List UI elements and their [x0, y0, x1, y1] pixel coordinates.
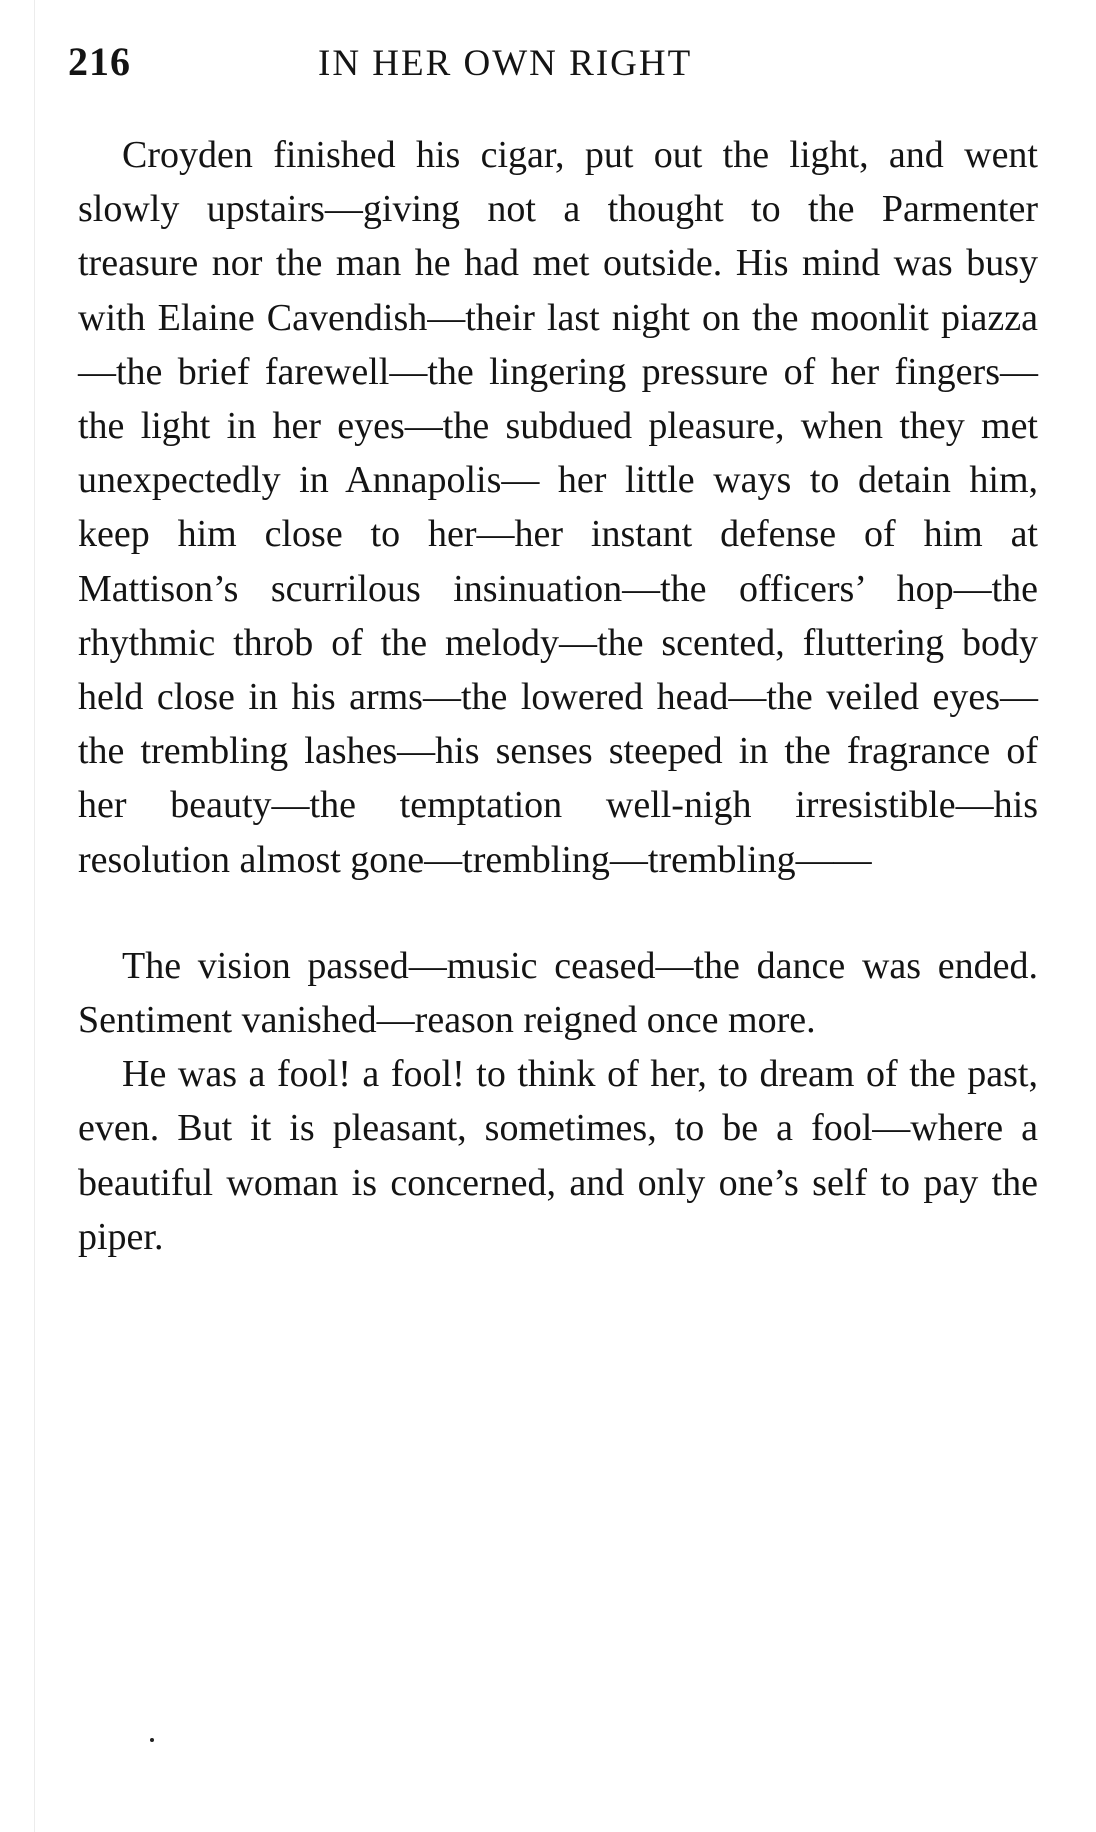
page-number: 216 [68, 39, 131, 84]
ink-speck [150, 1738, 154, 1742]
page-gutter-line [34, 0, 35, 1832]
body-text [78, 128, 1038, 1264]
paragraph-vision-passed: The vision passed—music ceased—the dance was ended. Sentiment vanished—reason reigned once more. [78, 944, 1038, 1042]
running-head [68, 38, 1048, 98]
paragraph-a-fool: He was a fool! a fool! to think of her, to dream of the past, even. But it is pleasant, sometimes, to be a fool—where a beautiful woman is concerned, and only one’s self to pay the piper. [78, 1053, 1038, 1258]
running-title: IN HER OWN RIGHT [318, 43, 693, 84]
paragraph-croyden-reverie: Croyden finished his cigar, put out the light, and went slowly upstairs—giving not a thought to the Parmenter treasure nor the man he had met outside. His mind was busy with Elaine Cavendish—their last night on the moonlit piazza —the brief farewell—the lingering pressure of her fingers—the light in her eyes—the subdued pleasure, when they met unexpectedly in Annapolis— her little ways to detain him, keep him close to her—her instant defense of him at Mattison’s scurrilous insinuation—the officers’ hop—the rhythmic throb of the melody—the scented, fluttering body held close in his arms—the lowered head—the veiled eyes—the trembling lashes—his senses steeped in the fragrance of her beauty—the temptation well-nigh irresistible—his resolution almost gone—trembling—trembling—— [78, 134, 1038, 881]
